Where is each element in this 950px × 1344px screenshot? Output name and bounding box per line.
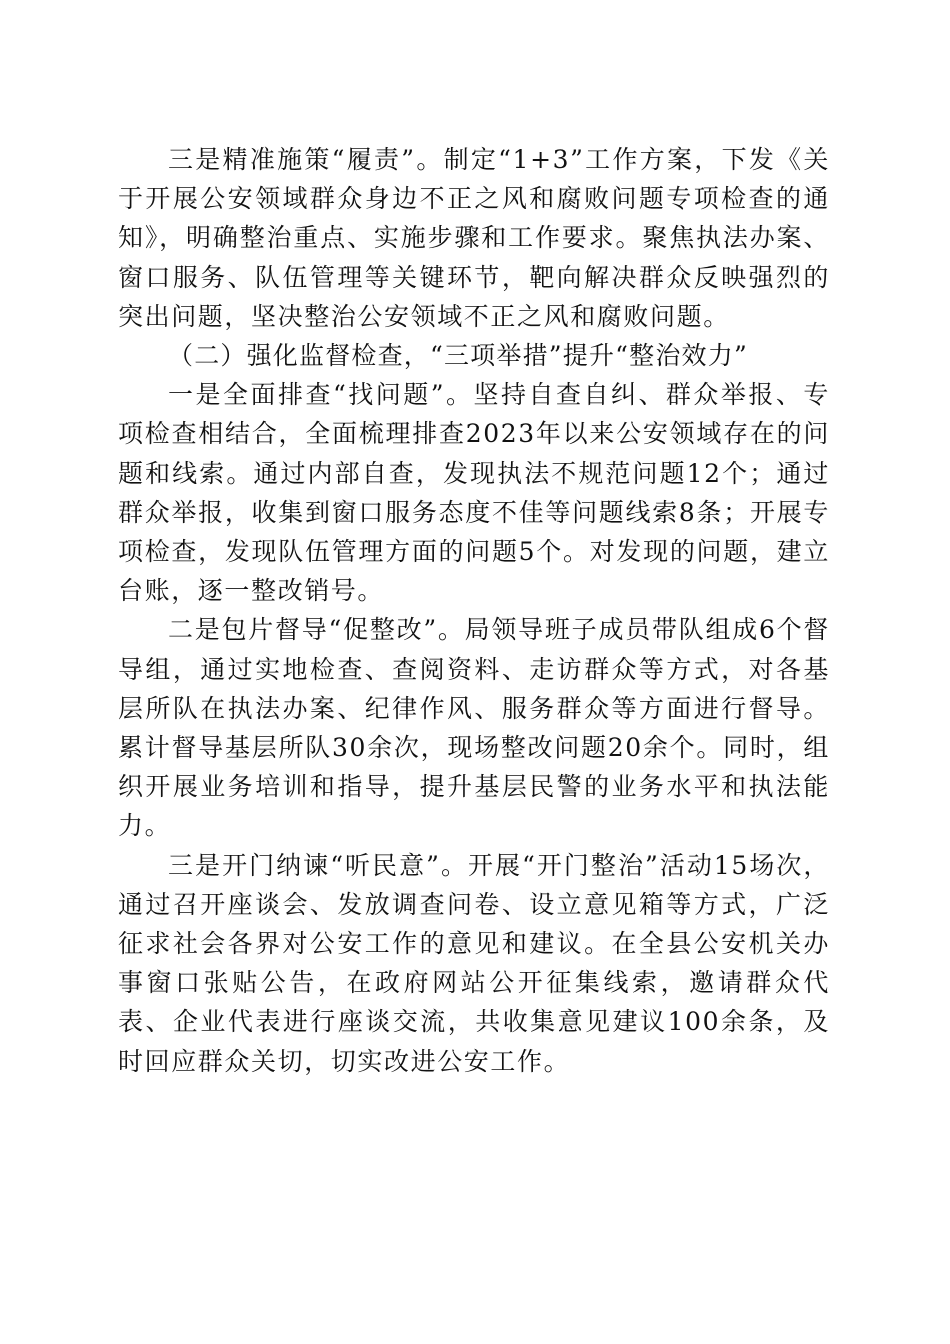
paragraph-full-inspection	[118, 375, 830, 610]
paragraph-lead: 三是开门纳谏“听民意”。	[168, 850, 468, 880]
paragraph-body: 制定“1+3”工作方案，下发《关于开展公安领域群众身边不正之风和腐败问题专项检查的通知》，明确整治重点、实施步骤和工作要求。聚焦执法办案、窗口服务、队伍管理等关键环节，靶向解决群众反映强烈的突出问题，坚决整治公安领域不正之风和腐败问题。	[118, 145, 830, 331]
paragraph-lead: 三是精准施策“履责”。	[168, 145, 444, 174]
paragraph-district-supervision	[118, 610, 830, 845]
paragraph-body: 开展“开门整治”活动15场次，通过召开座谈会、发放调查问卷、设立意见箱等方式，广泛征求社会各界对公安工作的意见和建议。在全县公安机关办事窗口张贴公告，在政府网站公开征集线索，邀请群众代表、企业代表进行座谈交流，共收集意见建议100余条，及时回应群众关切，切实改进公安工作。	[118, 850, 831, 1076]
section-heading: （二）强化监督检查，“三项举措”提升“整治效力”	[168, 341, 748, 371]
paragraph-body: 坚持自查自纠、群众举报、专项检查相结合，全面梳理排查2023年以来公安领域存在的问题和线索。通过内部自查，发现执法不规范问题12个；通过群众举报，收集到窗口服务态度不佳等问题线索8条；开展专项检查，发现队伍管理方面的问题5个。对发现的问题，建立台账，逐一整改销号。	[118, 380, 830, 606]
paragraph-lead: 二是包片督导“促整改”。	[168, 615, 465, 645]
paragraph-precise-measures	[118, 140, 830, 336]
paragraph-lead: 一是全面排查“找问题”。	[168, 380, 474, 410]
paragraph-open-door-advice	[118, 846, 830, 1081]
paragraph-body: 局领导班子成员带队组成6个督导组，通过实地检查、查阅资料、走访群众等方式，对各基层所队在执法办案、纪律作风、服务群众等方面进行督导。累计督导基层所队30余次，现场整改问题20余个。同时，组织开展业务培训和指导，提升基层民警的业务水平和执法能力。	[118, 615, 831, 841]
